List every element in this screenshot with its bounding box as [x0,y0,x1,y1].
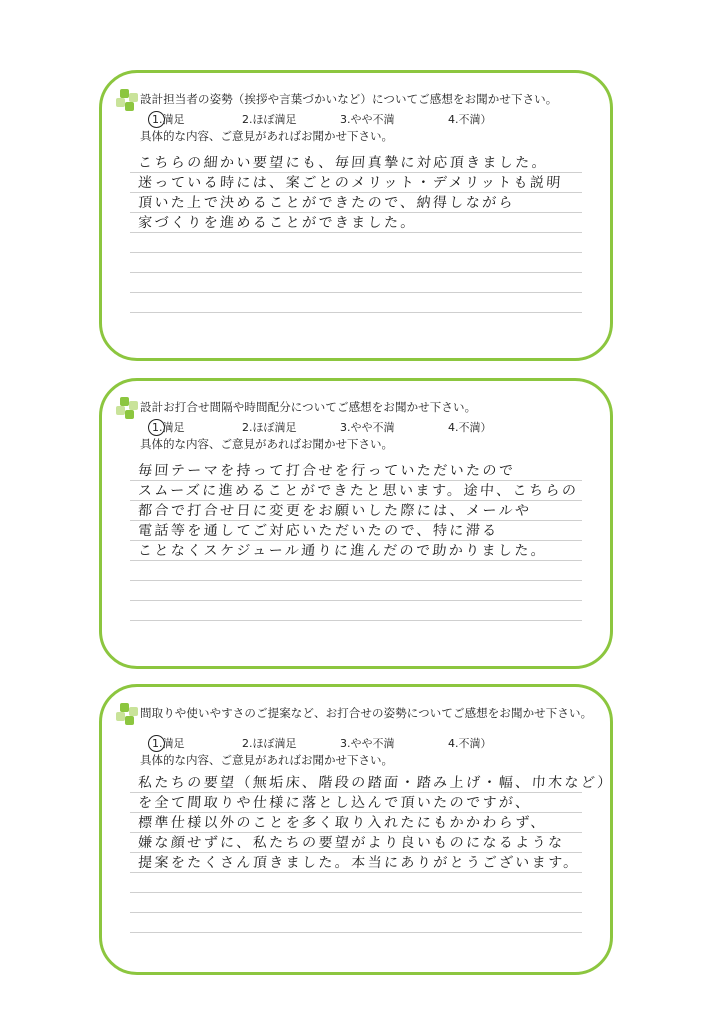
question-text: 間取りや使いやすさのご提案など、お打合せの姿勢についてご感想をお聞かせ下さい。 [140,706,593,720]
answer-line: 標準仕様以外のことを多く取り入れたにもかかわらず、 [137,815,548,831]
survey-card-meeting-schedule [99,378,613,669]
clover-icon [116,397,140,421]
answer-line: 頂いた上で決めることができたので、納得しながら [137,195,516,211]
answer-line: 電話等を通してご対応いただいたので、特に滞る [137,523,500,539]
option-mostly-satisfied[interactable]: 2.ほぼ満足 [242,113,297,126]
option-somewhat-dissatisfied[interactable]: 3.やや不満 [340,737,395,750]
survey-card-staff-attitude [99,70,613,361]
detail-prompt: 具体的な内容、ご意見があればお聞かせ下さい。 [140,753,393,767]
question-text: 設計担当者の姿勢（挨拶や言葉づかいなど）についてご感想をお聞かせ下さい。 [140,92,558,106]
handwritten-answer [132,773,615,873]
option-dissatisfied[interactable]: 4.不満） [448,113,492,126]
option-mostly-satisfied[interactable]: 2.ほぼ満足 [242,737,297,750]
answer-line: ことなくスケジュール通りに進んだので助かりました。 [137,543,548,559]
option-dissatisfied[interactable]: 4.不満） [448,421,492,434]
survey-card-proposal-attitude [99,684,613,975]
selected-circle-mark [148,419,165,436]
option-satisfied[interactable]: 1.満足 [152,113,185,127]
detail-prompt: 具体的な内容、ご意見があればお聞かせ下さい。 [140,437,393,451]
question-text: 設計お打合せ間隔や時間配分についてご感想をお聞かせ下さい。 [140,400,477,414]
option-dissatisfied[interactable]: 4.不満） [448,737,492,750]
handwritten-answer [132,153,594,233]
option-mostly-satisfied[interactable]: 2.ほぼ満足 [242,421,297,434]
option-somewhat-dissatisfied[interactable]: 3.やや不満 [340,421,395,434]
selected-circle-mark [148,735,165,752]
detail-prompt: 具体的な内容、ご意見があればお聞かせ下さい。 [140,129,393,143]
answer-line: 私たちの要望（無垢床、階段の踏面・踏み上げ・幅、巾木など） [137,775,615,791]
clover-icon [116,89,140,113]
answer-line: こちらの細かい要望にも、毎回真摯に対応頂きました。 [137,155,549,171]
option-somewhat-dissatisfied[interactable]: 3.やや不満 [340,113,395,126]
selected-circle-mark [148,111,165,128]
clover-icon [116,703,140,727]
handwritten-answer [132,461,594,561]
answer-line: 提案をたくさん頂きました。本当にありがとうございます。 [137,855,581,871]
answer-line: 都合で打合せ日に変更をお願いした際には、メールや [137,503,532,519]
option-satisfied[interactable]: 1.満足 [152,737,185,751]
answer-line: 嫌な顔せずに、私たちの要望がより良いものになるような [137,835,565,851]
answer-line: 毎回テーマを持って打合せを行っていただいたので [137,463,516,479]
option-satisfied[interactable]: 1.満足 [152,421,185,435]
answer-line: を全て間取りや仕様に落とし込んで頂いたのですが、 [137,795,533,811]
answer-line: スムーズに進めることができたと思います。途中、こちらの [137,483,579,499]
answer-line: 家づくりを進めることができました。 [137,215,418,231]
answer-line: 迷っている時には、案ごとのメリット・デメリットも説明 [137,175,564,191]
